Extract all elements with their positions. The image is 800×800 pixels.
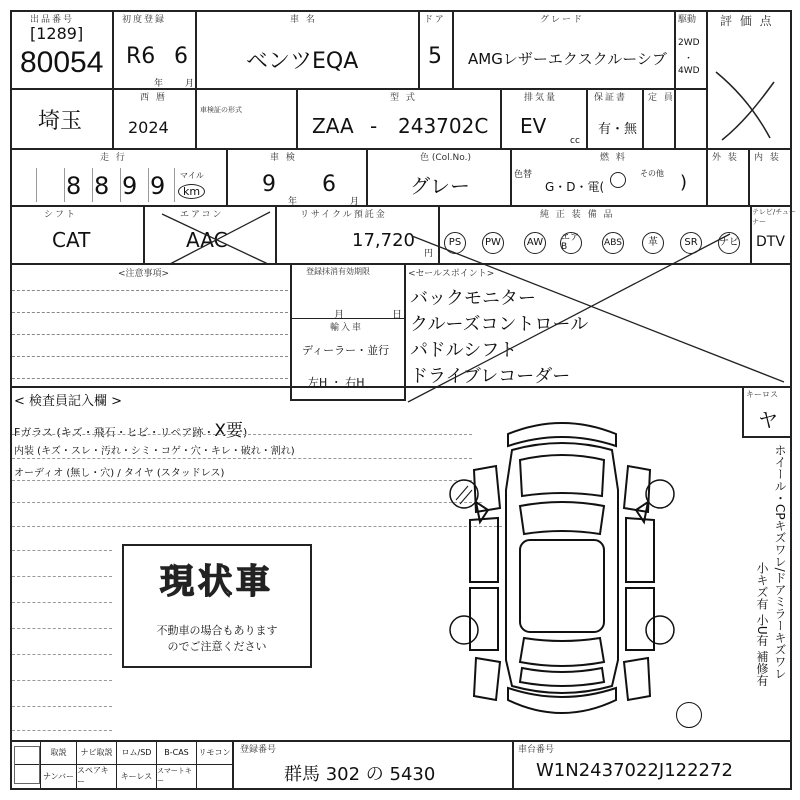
audio-tire-note: オーディオ (無し・穴) / タイヤ (スタッドレス) <box>14 468 225 479</box>
footer-item-navi-manual: ナビ取説 <box>80 747 113 757</box>
model-prefix: ZAA <box>312 114 354 138</box>
footer-item-keyless: キーレス <box>120 771 153 781</box>
doc-checkbox <box>14 746 40 784</box>
body-damage-note: ホイール・CPキズワレ/ドアミラーキズワレ <box>773 444 787 680</box>
plate-label: 登録番号 <box>240 745 277 755</box>
month-mark: 月 <box>350 197 360 207</box>
spare-tire-icon <box>676 702 702 728</box>
km-option-circled: km <box>178 184 205 199</box>
windshield-replace-mark: X要 <box>214 421 244 441</box>
recycle-fee-label: リサイクル預託金 <box>300 210 387 220</box>
car-name-label: 車 名 <box>290 15 317 25</box>
sales-point: パドルシフト <box>410 340 518 361</box>
mile-option: マイル <box>180 171 204 180</box>
lot-bracket: [1289] <box>30 24 84 43</box>
sales-point: ドライブレコーダー <box>410 366 571 387</box>
lot-number-label: 出品番号 <box>30 15 75 25</box>
footer-item-plate: ナンバー <box>42 771 75 781</box>
shaken-month: 6 <box>322 172 336 197</box>
aircon-label: エアコン <box>180 210 224 220</box>
drive-label: 駆動 <box>678 15 697 25</box>
car-condition-diagram <box>436 410 688 742</box>
drive-4wd: 4WD <box>678 66 700 76</box>
reg-deadline-label: 登録抹消有効期限 <box>306 267 370 276</box>
vin-label: 車台番号 <box>518 745 555 755</box>
sales-point: クルーズコントロール <box>410 314 589 335</box>
color-change-label: 色替 <box>514 170 533 180</box>
fuel-close-paren: ) <box>680 172 688 193</box>
footer-item-spare-key: スペアキー <box>77 766 109 786</box>
mileage-digit: 9 <box>150 172 166 200</box>
model-code: 243702C <box>398 114 489 138</box>
footer-item-remote: リモコン <box>198 747 231 757</box>
mileage-digit: 8 <box>66 172 82 200</box>
equipment-ps: PS <box>444 232 466 254</box>
warranty-label: 保証書 <box>594 93 628 103</box>
sales-point-label: <セールスポイント> <box>408 269 495 279</box>
tv: DTV <box>756 234 785 250</box>
grade: AMGレザーエクスクルーシブ <box>468 50 667 68</box>
drive-dot: ・ <box>684 54 694 64</box>
recycle-fee: 17,720 <box>352 230 415 251</box>
lot-number: 80054 <box>20 46 104 79</box>
footer-item-smart-key: スマートキー <box>157 767 192 785</box>
as-is-stamp <box>122 544 312 668</box>
aircon-cross-mark <box>150 210 275 266</box>
as-is-stamp-title: 現状車 <box>160 562 274 602</box>
fuel-label: 燃 料 <box>600 153 627 163</box>
first-registration-month: 6 <box>174 44 188 69</box>
equipment-sunroof: SR <box>680 232 702 254</box>
first-registration-label: 初度登録 <box>122 15 167 25</box>
key-loss-label: キーロス <box>746 390 778 399</box>
windshield-note-text: Fガラス (キズ・飛石・ヒビ・リペア跡・ <box>14 426 215 439</box>
equipment-airbag: エアB <box>560 232 582 254</box>
doors: 5 <box>428 44 442 69</box>
deadline-month: 月 <box>334 310 344 321</box>
year-mark: 年 <box>154 79 164 89</box>
color-label: 色 (Col.No.) <box>420 153 471 163</box>
door-label: ドア <box>424 15 446 25</box>
fuel-options: G・D・電( <box>545 180 605 194</box>
windshield-note-close: ) <box>243 426 248 439</box>
first-registration-era: R6 <box>126 44 156 69</box>
yen-unit: 円 <box>424 249 434 259</box>
equipment-navi: ナビ <box>718 232 740 254</box>
windshield-note <box>14 416 247 441</box>
displacement-label: 排気量 <box>524 93 558 103</box>
aircon: AAC <box>186 228 228 252</box>
fuel-other-label: その他 <box>640 169 664 178</box>
equipment-label: 純 正 装 備 品 <box>540 210 615 220</box>
year-mark: 年 <box>288 197 298 207</box>
car-name: ベンツEQA <box>246 49 359 74</box>
cc-unit: cc <box>570 136 580 146</box>
exterior-label: 外 装 <box>712 153 739 163</box>
equipment-aw: AW <box>524 232 546 254</box>
steering-side: 左H ・ 右H <box>308 376 365 389</box>
displacement: EV <box>520 114 547 138</box>
footer-item-bcas: B-CAS <box>164 747 189 757</box>
body-damage-detail: 小キズ有 小U有 補修有 <box>755 562 769 687</box>
as-is-stamp-text: のでご注意ください <box>167 640 267 653</box>
import-type: ディーラー・並行 <box>302 344 390 357</box>
model-year: 2024 <box>128 118 169 137</box>
plate-number: 群馬 302 の 5430 <box>284 764 436 785</box>
sales-point: バックモニター <box>410 288 536 309</box>
evaluation-label: 評 価 点 <box>720 14 774 28</box>
shaken-year: 9 <box>262 172 276 197</box>
import-label: 輸入車 <box>330 323 364 333</box>
as-is-stamp-text: 不動車の場合もあります <box>156 624 278 637</box>
tv-label: テレビ/チューナー <box>752 208 797 226</box>
footer-item-manual: 取説 <box>50 747 67 757</box>
key-loss-mark: ヤ <box>758 408 778 432</box>
mileage-digit: 9 <box>122 172 138 200</box>
model-label: 型 式 <box>390 93 417 103</box>
shaken-label: 車 検 <box>270 153 297 163</box>
model-dash: - <box>370 114 378 138</box>
vin: W1N2437022J122272 <box>536 760 733 781</box>
electric-circle-mark <box>610 172 626 188</box>
footer-item-rom-sd: ロム/SD <box>121 747 152 757</box>
shift: CAT <box>52 228 91 252</box>
drive-2wd: 2WD <box>678 38 700 48</box>
color: グレー <box>410 174 470 198</box>
mileage-digit: 8 <box>94 172 110 200</box>
shift-label: シフト <box>44 210 78 220</box>
year-label: 西 暦 <box>140 93 167 103</box>
interior-condition: 内装 (キズ・スレ・汚れ・シミ・コゲ・穴・キレ・破れ・割れ) <box>14 446 295 457</box>
equipment-leather: 革 <box>642 232 664 254</box>
equipment-abs: ABS <box>602 232 624 254</box>
month-mark: 月 <box>185 79 195 89</box>
interior-label: 内 装 <box>754 153 781 163</box>
deadline-day: 日 <box>392 310 402 321</box>
equipment-strike-lines <box>404 232 794 408</box>
inspector-title: < 検査員記入欄 > <box>14 394 123 409</box>
registration-type-label: 車検証の形式 <box>200 106 242 114</box>
capacity-label: 定 員 <box>648 93 675 103</box>
warranty: 有・無 <box>598 122 638 137</box>
region: 埼玉 <box>38 109 83 134</box>
evaluation-cross-mark <box>708 28 788 144</box>
grade-label: グレード <box>540 15 585 25</box>
equipment-pw: PW <box>482 232 504 254</box>
mileage-label: 走 行 <box>100 153 127 163</box>
caution-label: <注意事項> <box>118 269 170 279</box>
